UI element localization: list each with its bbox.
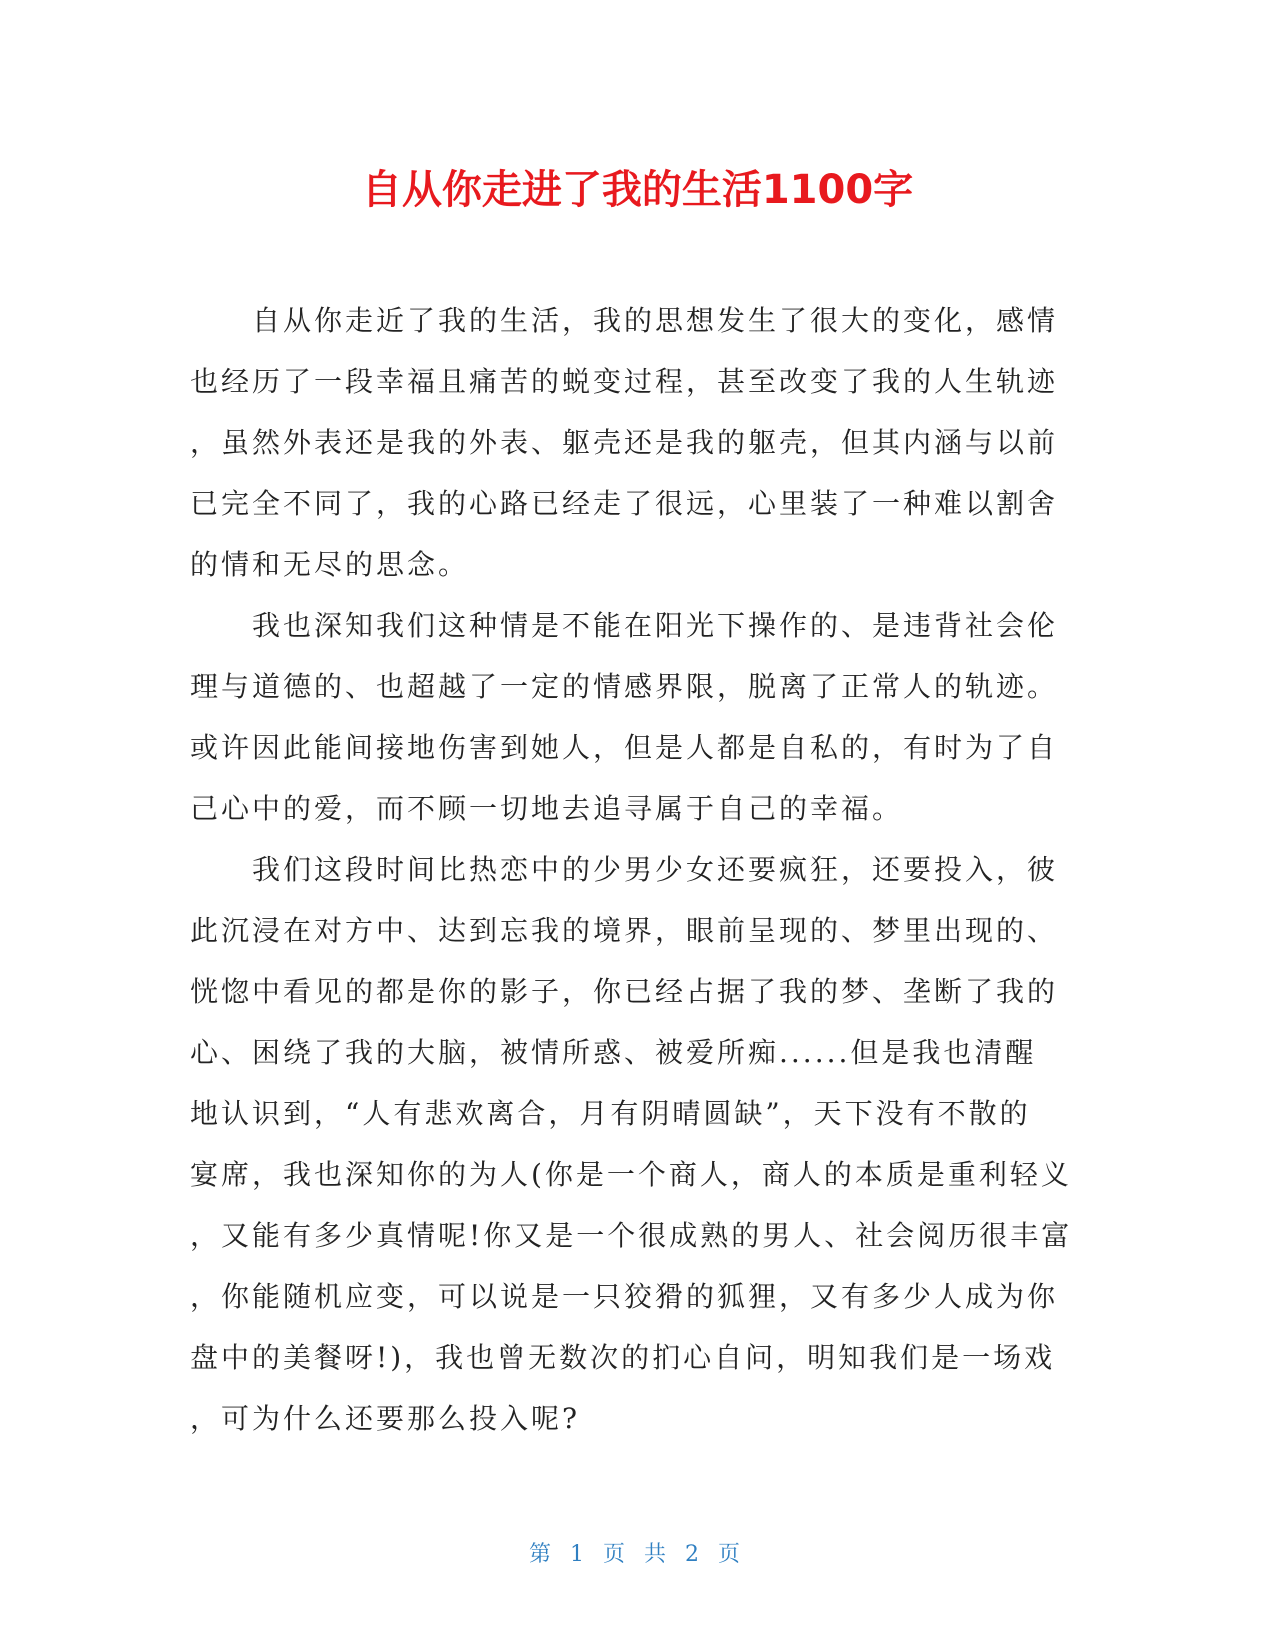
paragraph-2-line-2: 理与道德的、也超越了一定的情感界限，脱离了正常人的轨迹。 bbox=[190, 670, 1059, 703]
paragraph-3-line-1: 我们这段时间比热恋中的少男少女还要疯狂，还要投入，彼 bbox=[252, 853, 1059, 886]
paragraph-3-line-9: 盘中的美餐呀!)，我也曾无数次的扪心自问，明知我们是一场戏 bbox=[190, 1341, 1056, 1374]
paragraph-2-line-1: 我也深知我们这种情是不能在阳光下操作的、是违背社会伦 bbox=[252, 609, 1059, 642]
paragraph-1-line-5: 的情和无尽的思念。 bbox=[190, 548, 470, 581]
paragraph-3-line-7: ，又能有多少真情呢!你又是一个很成熟的男人、社会阅历很丰富 bbox=[190, 1219, 1073, 1252]
paragraph-1-line-1: 自从你走近了我的生活，我的思想发生了很大的变化，感情 bbox=[252, 304, 1059, 337]
paragraph-3-line-3: 恍惚中看见的都是你的影子，你已经占据了我的梦、垄断了我的 bbox=[190, 975, 1059, 1008]
paragraph-1-line-2: 也经历了一段幸福且痛苦的蜕变过程，甚至改变了我的人生轨迹 bbox=[190, 365, 1059, 398]
paragraph-1-line-4: 已完全不同了，我的心路已经走了很远，心里装了一种难以割舍 bbox=[190, 487, 1059, 520]
paragraph-3-line-2: 此沉浸在对方中、达到忘我的境界，眼前呈现的、梦里出现的、 bbox=[190, 914, 1059, 947]
paragraph-2-line-3: 或许因此能间接地伤害到她人，但是人都是自私的，有时为了自 bbox=[190, 731, 1059, 764]
paragraph-3-line-8: ，你能随机应变，可以说是一只狡猾的狐狸，又有多少人成为你 bbox=[190, 1280, 1059, 1313]
document-body bbox=[190, 290, 1073, 1449]
paragraph-1-line-3: ，虽然外表还是我的外表、躯壳还是我的躯壳，但其内涵与以前 bbox=[190, 426, 1059, 459]
paragraph-3-line-4: 心、困绕了我的大脑，被情所惑、被爱所痴......但是我也清醒 bbox=[190, 1036, 1037, 1069]
page-number-footer: 第 1 页 共 2 页 bbox=[529, 1542, 746, 1567]
paragraph-2-line-4: 己心中的爱，而不顾一切地去追寻属于自己的幸福。 bbox=[190, 792, 904, 825]
paragraph-3-line-6: 宴席，我也深知你的为人(你是一个商人，商人的本质是重利轻义 bbox=[190, 1158, 1072, 1191]
paragraph-3-line-5: 地认识到，“人有悲欢离合，月有阴晴圆缺”，天下没有不散的 bbox=[190, 1097, 1031, 1130]
paragraph-3-line-10: ，可为什么还要那么投入呢? bbox=[190, 1402, 581, 1435]
document-title: 自从你走进了我的生活1100字 bbox=[361, 167, 914, 213]
